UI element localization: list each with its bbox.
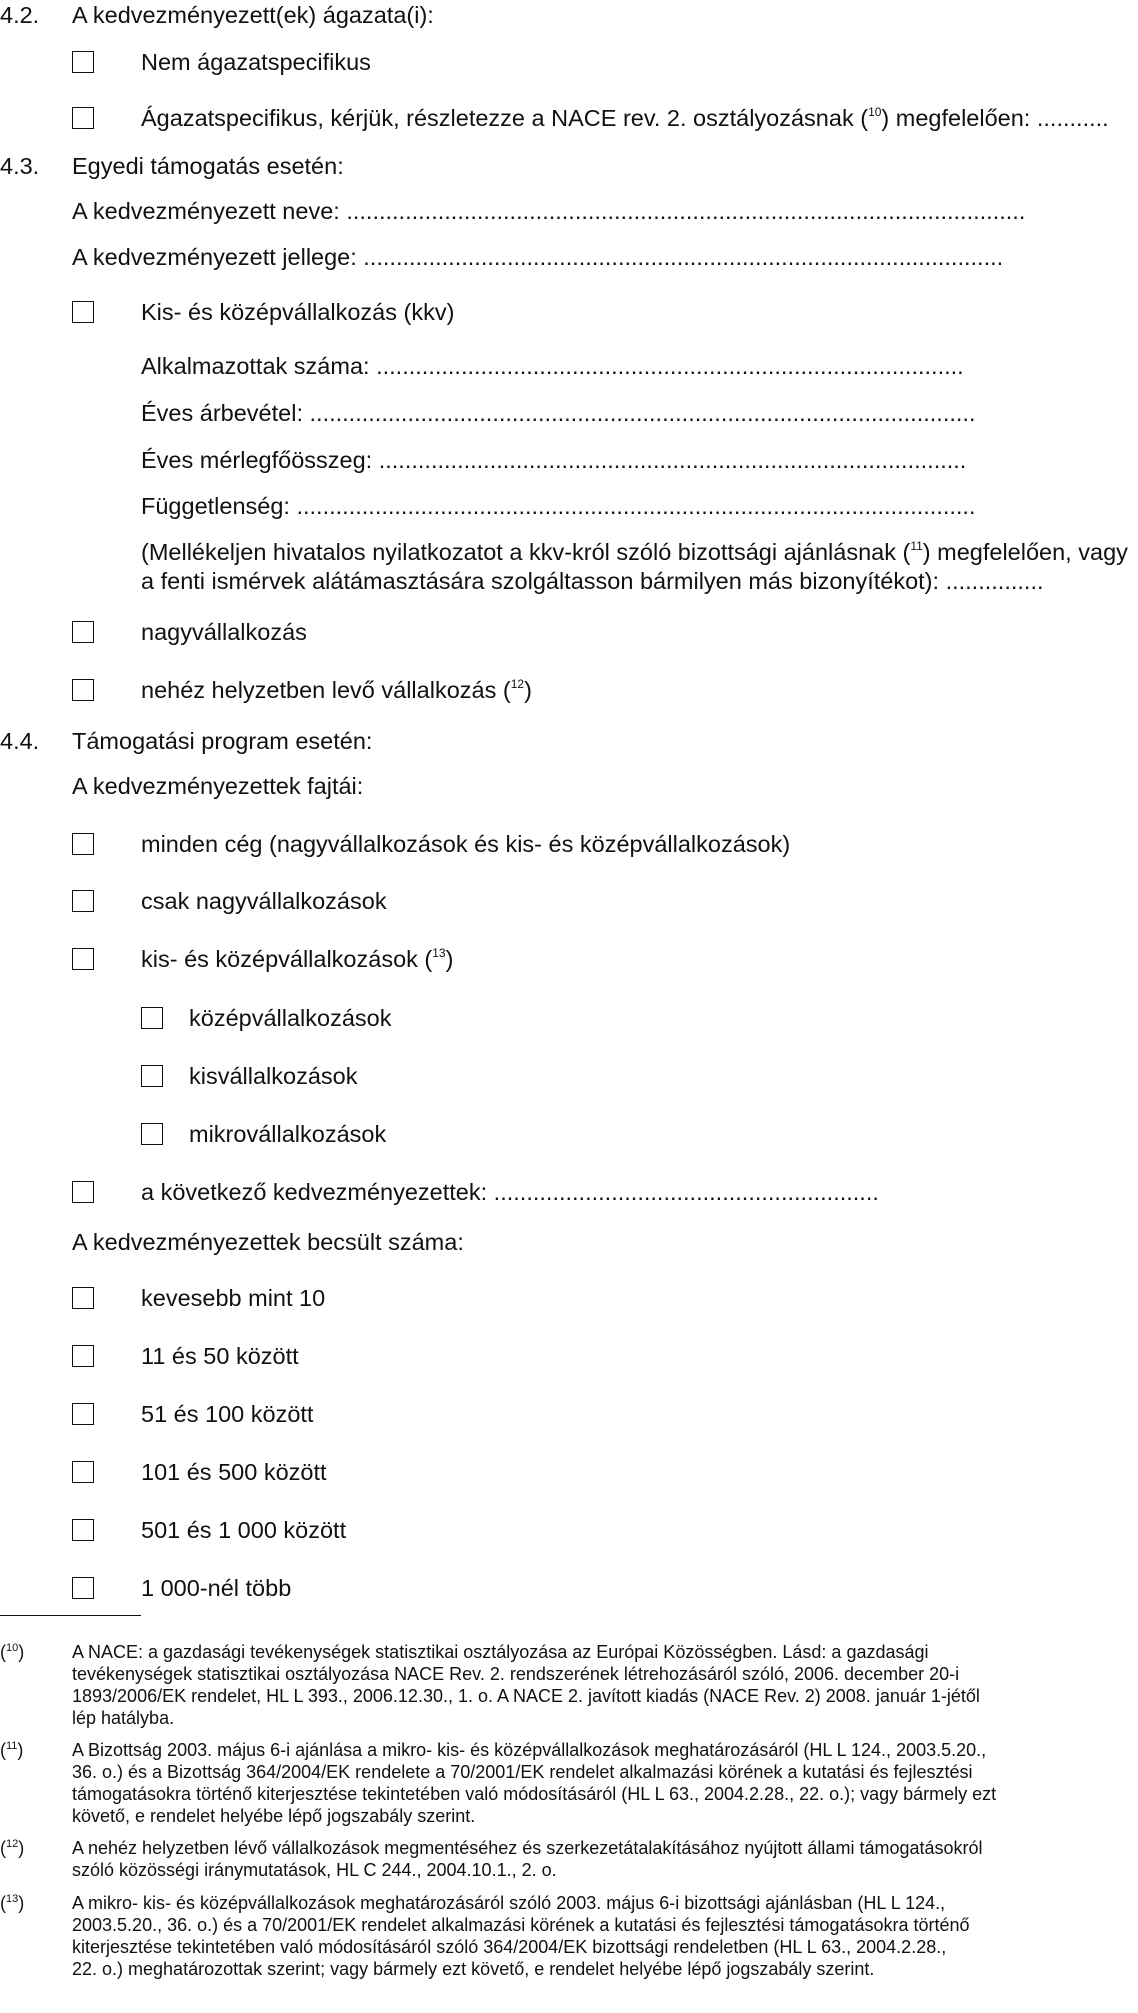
label-count-101-500: 101 és 500 között xyxy=(141,1459,327,1485)
label-not-sector-specific: Nem ágazatspecifikus xyxy=(141,49,371,75)
checkbox-count-51-100[interactable] xyxy=(72,1403,94,1425)
label-medium: középvállalkozások xyxy=(189,1005,392,1031)
section-title-4-2: A kedvezményezett(ek) ágazata(i): xyxy=(72,2,434,28)
beneficiary-types-title: A kedvezményezettek fajtái: xyxy=(72,773,364,799)
label-sme-scheme: kis- és középvállalkozások ($^{13}$) xyxy=(141,946,454,972)
section-number-4-3: 4.3. xyxy=(0,153,40,179)
checkbox-firm-in-difficulty[interactable] xyxy=(72,679,94,701)
checkbox-small[interactable] xyxy=(141,1065,163,1087)
checkbox-sector-specific[interactable] xyxy=(72,107,94,129)
footnote-ref-12[interactable]: 12 xyxy=(510,677,525,691)
employees-field[interactable]: Alkalmazottak száma: .......................................................................................... xyxy=(141,353,964,379)
label-all-firms: minden cég (nagyvállalkozások és kis- és középvállalkozások) xyxy=(141,831,791,857)
footnote-number-10: ($^{10}$) xyxy=(0,1642,25,1662)
footnote-text-10: A NACE: a gazdasági tevékenységek statisztikai osztályozása az Európai Közösségben. Lásd: a gazdasági tevékenységek statisztikai osztályozása NACE Rev. 2. rendszerének létrehozásáról szóló, 2006. december 20-i 1893/2006/EK rendelet, HL L 393., 2006.12.30., 1. o. A NACE 2. javított kiadás (NACE Rev. 2) 2008. január 1-jétől lép hatályba. xyxy=(72,1642,980,1728)
footnote-number-12: ($^{12}$) xyxy=(0,1838,25,1858)
label-firm-in-difficulty: nehéz helyzetben levő vállalkozás ($^{12}$) xyxy=(141,677,532,703)
balance-sheet-field[interactable]: Éves mérlegfőösszeg: .......................................................................................... xyxy=(141,447,967,473)
label-count-11-50: 11 és 50 között xyxy=(141,1343,299,1369)
checkbox-all-firms[interactable] xyxy=(72,833,94,855)
label-sector-specific: Ágazatspecifikus, kérjük, részletezze a NACE rev. 2. osztályozásnak ($^{10}$) megfelelően: ........... xyxy=(141,105,1109,131)
checkbox-sme[interactable] xyxy=(72,301,94,323)
beneficiary-type-field[interactable]: A kedvezményezett jellege: .................................................................................................. xyxy=(72,244,1004,270)
label-count-51-100: 51 és 100 között xyxy=(141,1401,314,1427)
label-count-less-10: kevesebb mint 10 xyxy=(141,1285,326,1311)
footnote-divider xyxy=(0,1615,141,1616)
checkbox-following-beneficiaries[interactable] xyxy=(72,1181,94,1203)
annex-instruction-line-1: (Mellékeljen hivatalos nyilatkozatot a kkv-król szóló bizottsági ajánlásnak ($^{11}$) megfelelően, vagy xyxy=(141,539,1128,565)
section-number-4-2: 4.2. xyxy=(0,2,40,28)
label-small: kisvállalkozások xyxy=(189,1063,358,1089)
checkbox-count-less-10[interactable] xyxy=(72,1287,94,1309)
checkbox-count-11-50[interactable] xyxy=(72,1345,94,1367)
footnote-ref-13[interactable]: 13 xyxy=(432,946,446,960)
footnote-ref-11[interactable]: 11 xyxy=(910,539,923,553)
estimated-count-title: A kedvezményezettek becsült száma: xyxy=(72,1229,464,1255)
footnote-text-12: A nehéz helyzetben lévő vállalkozások megmentéséhez és szerkezetátalakításához nyújtott állami támogatásokról szóló közösségi iránymutatások, HL C 244., 2004.10.1., 2. o. xyxy=(72,1838,983,1880)
section-title-4-4: Támogatási program esetén: xyxy=(72,728,373,754)
label-count-501-1000: 501 és 1 000 között xyxy=(141,1517,347,1543)
checkbox-large-only[interactable] xyxy=(72,890,94,912)
footnote-number-13: ($^{13}$) xyxy=(0,1893,25,1913)
label-large-enterprise: nagyvállalkozás xyxy=(141,619,307,645)
checkbox-sme-scheme[interactable] xyxy=(72,948,94,970)
beneficiary-name-field[interactable]: A kedvezményezett neve: ........................................................................................................ xyxy=(72,198,1026,224)
label-sme: Kis- és középvállalkozás (kkv) xyxy=(141,299,455,325)
checkbox-count-over-1000[interactable] xyxy=(72,1577,94,1599)
checkbox-count-501-1000[interactable] xyxy=(72,1519,94,1541)
independence-field[interactable]: Függetlenség: ........................................................................................................ xyxy=(141,493,976,519)
checkbox-count-101-500[interactable] xyxy=(72,1461,94,1483)
footnote-text-11: A Bizottság 2003. május 6-i ajánlása a mikro- kis- és középvállalkozások meghatározásáról (HL L 124., 2003.5.20., 36. o.) és a Bizottság 364/2004/EK rendelete a 70/2001/EK rendelet alkalmazási körének a kutatási és fejlesztési támogatásokra történő kiterjesztése tekintetében való módosításáról (HL L 63., 2004.2.28., 22. o.); vagy bármely ezt követő, e rendelet helyébe lépő jogszabály szerint. xyxy=(72,1740,997,1826)
footnote-text-13: A mikro- kis- és középvállalkozások meghatározásáról szóló 2003. május 6-i bizottsági ajánlásban (HL L 124., 2003.5.20., 36. o.) és a 70/2001/EK rendelet alkalmazási körének a kutatási és fejlesztési támogatásokra történő kiterjesztése tekintetében való módosításáról szóló 364/2004/EK bizottsági rendeletben (HL L 63., 2004.2.28., 22. o.) meghatározottak szerint; vagy bármely ezt követő, e rendelet helyébe lépő jogszabály szerint. xyxy=(72,1893,970,1979)
label-large-only: csak nagyvállalkozások xyxy=(141,888,387,914)
turnover-field[interactable]: Éves árbevétel: ...................................................................................................... xyxy=(141,400,976,426)
section-title-4-3: Egyedi támogatás esetén: xyxy=(72,153,344,179)
checkbox-medium[interactable] xyxy=(141,1007,163,1029)
label-count-over-1000: 1 000-nél több xyxy=(141,1575,292,1601)
checkbox-large-enterprise[interactable] xyxy=(72,621,94,643)
checkbox-not-sector-specific[interactable] xyxy=(72,51,94,73)
footnote-number-11: ($^{11}$) xyxy=(0,1740,24,1760)
footnote-ref-10[interactable]: 10 xyxy=(868,105,882,119)
following-beneficiaries-field[interactable]: a következő kedvezményezettek: ........................................................... xyxy=(141,1179,879,1205)
label-micro: mikrovállalkozások xyxy=(189,1121,387,1147)
annex-instruction-line-2[interactable]: a fenti ismérvek alátámasztására szolgáltasson bármilyen más bizonyítékot): ............... xyxy=(141,568,1044,594)
checkbox-micro[interactable] xyxy=(141,1123,163,1145)
section-number-4-4: 4.4. xyxy=(0,728,40,754)
